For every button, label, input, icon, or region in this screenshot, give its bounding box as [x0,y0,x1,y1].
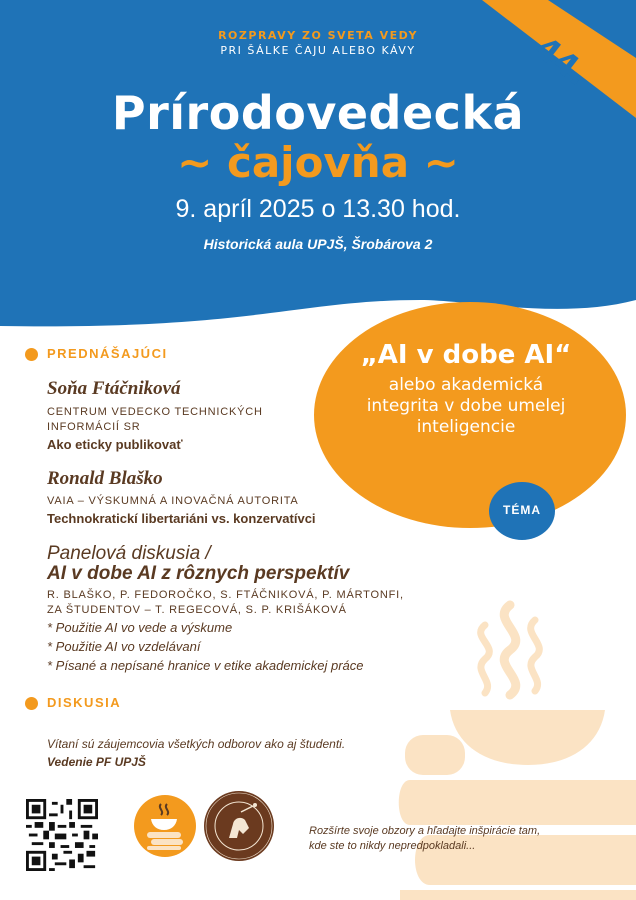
event-venue: Historická aula UPJŠ, Šrobárova 2 [203,236,433,252]
speaker-name-1: Soňa Ftáčniková [47,378,181,399]
page-title: Prírodovedecká [111,86,525,140]
speaker-name-2: Ronald Blaško [47,468,163,489]
faculty-seal-icon [203,790,275,862]
topic-title: „AI v dobe AI“ [360,340,572,370]
speaker-affiliation-1a: CENTRUM VEDECKO TECHNICKÝCH [47,406,263,418]
topic-subtitle-line-3: inteligencie [416,417,516,437]
topic-subtitle-line-1: alebo akademická [388,375,544,395]
panel-title-2: AI v dobe AI z rôznych perspektív [47,563,350,584]
speaker-talk-2: Technokratickí libertariáni vs. konzervatívci [47,511,316,526]
panel-participants-1: R. BLAŠKO, P. FEDOROČKO, S. FTÁČNIKOVÁ, P. MÁRTONFI, [47,589,404,601]
series-line-1: ROZPRAVY ZO SVETA VEDY [218,29,418,42]
cup-illustration [390,585,636,900]
series-line-2: PRI ŠÁLKE ČAJU ALEBO KÁVY [220,44,416,57]
footer-quote-1: Rozšírte svoje obzory a hľadajte inšpirácie tam, [309,825,541,837]
panel-topic-3: * Písané a nepísané hranice v etike akademickej práce [47,658,364,673]
discussion-heading: DISKUSIA [47,695,122,710]
panel-participants-2: ZA ŠTUDENTOV – T. REGECOVÁ, S. P. KRIŠÁKOVÁ [47,604,347,616]
section-bullet [25,697,38,710]
panel-title-1: Panelová diskusia / [47,543,211,564]
speakers-heading: PREDNÁŠAJÚCI [47,346,168,361]
qr-code[interactable] [26,799,98,871]
section-bullet [25,348,38,361]
speaker-affiliation-2: VAIA – VÝSKUMNÁ A INOVAČNÁ AUTORITA [47,495,299,507]
discussion-lead: Vedenie PF UPJŠ [47,755,146,769]
speaker-talk-1: Ako eticky publikovať [47,437,183,452]
speaker-affiliation-1b: INFORMÁCIÍ SR [47,421,141,433]
footer-quote-2: kde ste to nikdy nepredpokladali... [309,840,476,852]
cafe-logo-icon [133,794,197,858]
event-date: 9. apríl 2025 o 13.30 hod. [175,195,461,223]
panel-topic-1: * Použitie AI vo vede a výskume [47,620,233,635]
topic-badge-label: TÉMA [503,503,541,517]
page-subtitle: ~ čajovňa ~ [177,138,459,187]
panel-topic-2: * Použitie AI vo vzdelávaní [47,639,201,654]
discussion-text: Vítaní sú záujemcovia všetkých odborov ako aj študenti. [47,737,346,751]
edition-number: 44. [527,28,597,94]
topic-subtitle-line-2: integrita v dobe umelej [366,396,566,416]
